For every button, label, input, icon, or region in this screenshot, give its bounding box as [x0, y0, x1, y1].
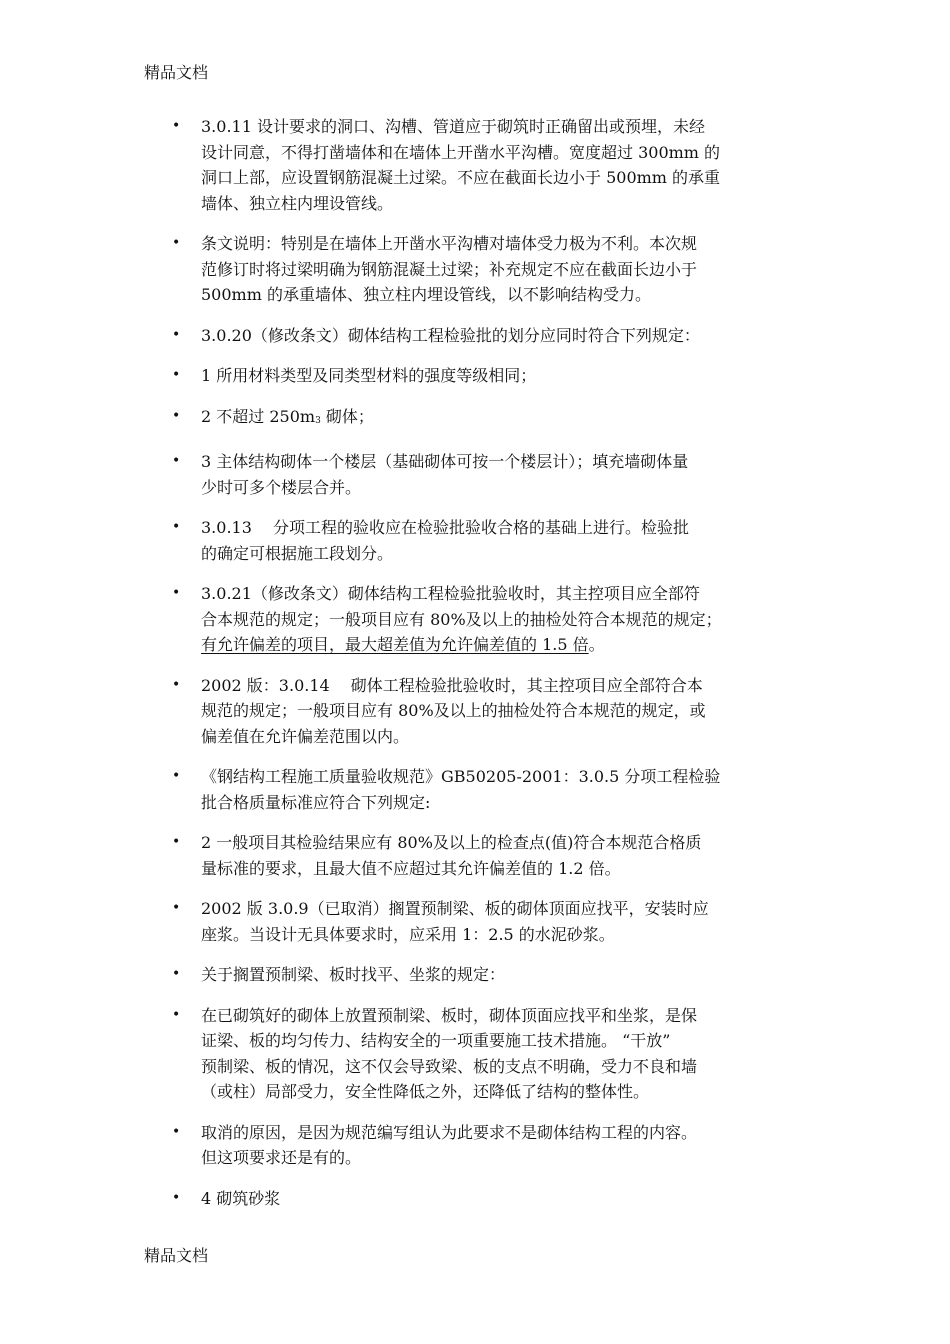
text-line: 500mm 的承重墙体、独立柱内埋设管线，以不影响结构受力。	[201, 285, 651, 304]
text-line: 但这项要求还是有的。	[201, 1148, 362, 1167]
text-line: 规范的规定；一般项目应有 80%及以上的抽检处符合本规范的规定，或	[201, 701, 706, 720]
text-line: 在已砌筑好的砌体上放置预制梁、板时，砌体顶面应找平和坐浆，是保	[201, 1005, 698, 1025]
list-item	[170, 449, 830, 500]
list-item	[170, 404, 830, 435]
text-line: 关于搁置预制梁、板时找平、坐浆的规定：	[201, 965, 506, 984]
bullet-icon: •	[172, 585, 181, 601]
bullet-icon: •	[172, 519, 181, 535]
text-line: 2 一般项目其检验结果应有 80%及以上的检查点(值)符合本规范合格质	[201, 833, 702, 852]
bullet-icon: •	[172, 453, 181, 469]
page-header-label: 精品文档	[144, 63, 209, 82]
text-line: 3.0.11 设计要求的洞口、沟槽、管道应于砌筑时正确留出或预埋，未经	[201, 117, 705, 136]
list-item	[170, 114, 830, 216]
text-line: 预制梁、板的情况，这不仅会导致梁、板的支点不明确，受力不良和墙	[201, 1056, 698, 1076]
text-line: 量标准的要求，且最大值不应超过其允许偏差值的 1.2 倍。	[201, 858, 621, 878]
text-line: 2002 版 3.0.9（已取消）搁置预制梁、板的砌体顶面应找平，安装时应	[201, 899, 709, 918]
text-run: 。	[588, 635, 605, 654]
bullet-icon: •	[172, 900, 181, 916]
list-item	[170, 363, 830, 389]
list-item	[170, 231, 830, 308]
list-item	[170, 323, 830, 349]
text-line: 取消的原因，是因为规范编写组认为此要求不是砌体结构工程的内容。	[201, 1122, 698, 1142]
text-line: 批合格质量标准应符合下列规定:	[201, 792, 431, 812]
bullet-icon: •	[172, 326, 181, 343]
bullet-icon: •	[172, 966, 181, 982]
text-line	[201, 632, 830, 658]
list-item	[170, 515, 830, 566]
document-body	[170, 114, 830, 1226]
text-run: 2 不超过 250m	[201, 406, 316, 426]
underlined-text: 有允许偏差的项目，最大超差值为允许偏差值的 1.5 倍	[201, 635, 589, 654]
text-line: 的确定可根据施工段划分。	[201, 543, 394, 563]
list-item	[170, 1120, 830, 1171]
text-line: 座浆。当设计无具体要求时，应采用 1：2.5 的水泥砂浆。	[201, 924, 615, 944]
bullet-icon: •	[172, 118, 181, 134]
text-line: 3.0.13 分项工程的验收应在检验批验收合格的基础上进行。检验批	[201, 518, 689, 537]
list-item	[170, 1186, 830, 1212]
text-run: 砌体；	[320, 406, 374, 426]
text-line: 条文说明：特别是在墙体上开凿水平沟槽对墙体受力极为不利。本次规	[201, 234, 698, 253]
text-line: 偏差值在允许偏差范围以内。	[201, 726, 410, 746]
text-line	[201, 404, 830, 435]
superscript: 3	[315, 415, 321, 426]
bullet-icon: •	[172, 1123, 181, 1140]
list-item	[170, 581, 830, 658]
text-line: 1 所用材料类型及同类型材料的强度等级相同；	[201, 366, 537, 385]
list-item	[170, 673, 830, 750]
text-line: 3.0.20（修改条文）砌体结构工程检验批的划分应同时符合下列规定：	[201, 325, 700, 345]
bullet-icon: •	[172, 1189, 181, 1206]
text-line: 3 主体结构砌体一个楼层（基础砌体可按一个楼层计）；填充墙砌体量	[201, 452, 689, 471]
bullet-icon: •	[172, 367, 181, 383]
bullet-icon: •	[172, 768, 181, 784]
text-line: （或柱）局部受力，安全性降低之外，还降低了结构的整体性。	[201, 1082, 650, 1101]
text-line: 少时可多个楼层合并。	[201, 477, 362, 497]
text-line: 墙体、独立柱内埋设管线。	[201, 193, 394, 213]
bullet-icon: •	[172, 676, 181, 693]
bullet-icon: •	[172, 407, 181, 424]
list-item	[170, 764, 830, 815]
text-line: 洞口上部，应设置钢筋混凝土过梁。不应在截面长边小于 500mm 的承重	[201, 168, 721, 187]
text-line: 范修订时将过梁明确为钢筋混凝土过梁；补充规定不应在截面长边小于	[201, 259, 698, 279]
list-item	[170, 896, 830, 947]
list-item	[170, 962, 830, 988]
list-item	[170, 830, 830, 881]
text-line: 2002 版：3.0.14 砌体工程检验批验收时，其主控项目应全部符合本	[201, 675, 703, 695]
bullet-icon: •	[172, 834, 181, 850]
bullet-icon: •	[172, 235, 181, 251]
page-footer-label: 精品文档	[144, 1246, 209, 1265]
bullet-icon: •	[172, 1006, 181, 1023]
text-line: 4 砌筑砂浆	[201, 1188, 281, 1208]
text-line: 3.0.21（修改条文）砌体结构工程检验批验收时，其主控项目应全部符	[201, 584, 700, 603]
text-line: 《钢结构工程施工质量验收规范》GB50205-2001：3.0.5 分项工程检验	[201, 767, 721, 786]
text-line: 合本规范的规定；一般项目应有 80%及以上的抽检处符合本规范的规定；	[201, 609, 722, 629]
text-line: 证梁、板的均匀传力、结构安全的一项重要施工技术措施。 “干放”	[201, 1031, 671, 1050]
list-item	[170, 1003, 830, 1105]
text-line: 设计同意，不得打凿墙体和在墙体上开凿水平沟槽。宽度超过 300mm 的	[201, 142, 721, 162]
